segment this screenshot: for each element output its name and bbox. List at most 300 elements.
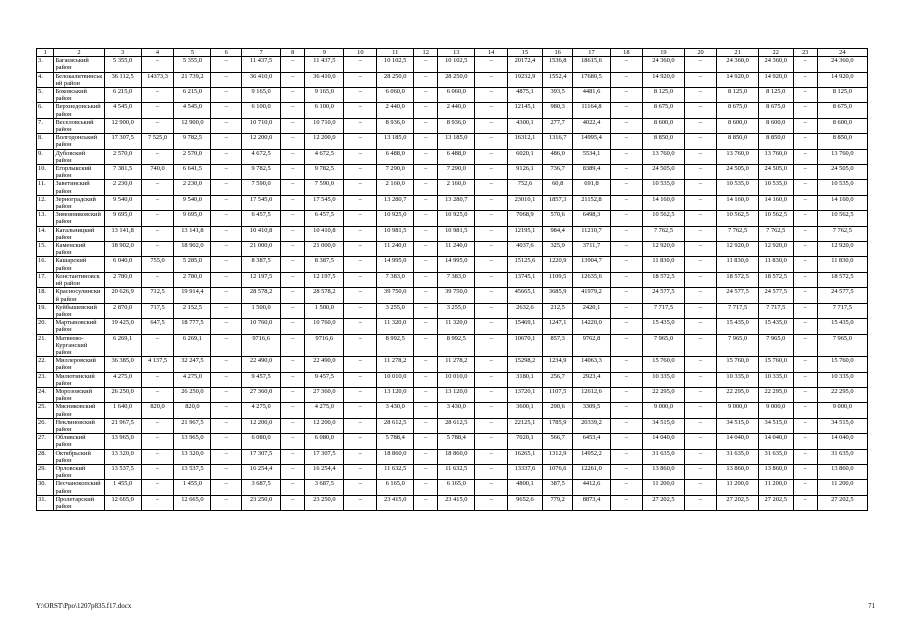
- value-cell: 36 410,0: [241, 72, 280, 87]
- value-cell: 36 410,0: [305, 72, 344, 87]
- value-cell: 12 900,0: [104, 118, 141, 133]
- value-cell: 28 578,2: [305, 288, 344, 303]
- value-cell: –: [793, 434, 817, 449]
- table-row: [37, 288, 868, 303]
- value-cell: –: [684, 449, 717, 464]
- value-cell: –: [475, 180, 508, 195]
- value-cell: 14373,3: [141, 72, 174, 87]
- value-cell: 6 060,0: [438, 88, 475, 103]
- value-cell: 28 612,5: [438, 418, 475, 433]
- value-cell: 6 215,0: [104, 88, 141, 103]
- row-number-cell: 31.: [37, 495, 54, 510]
- value-cell: –: [684, 149, 717, 164]
- value-cell: –: [211, 180, 242, 195]
- value-cell: –: [610, 195, 643, 210]
- value-cell: –: [684, 134, 717, 149]
- value-cell: –: [684, 464, 717, 479]
- district-name-cell: Матвеево-Курганский район: [54, 334, 104, 357]
- value-cell: –: [684, 72, 717, 87]
- value-cell: 14063,3: [573, 357, 610, 372]
- column-number-cell: 17: [573, 49, 610, 57]
- value-cell: 1 640,0: [104, 403, 141, 418]
- value-cell: 779,2: [542, 495, 573, 510]
- value-cell: 13720,1: [508, 387, 543, 402]
- value-cell: 12635,6: [573, 272, 610, 287]
- value-cell: 4022,4: [573, 118, 610, 133]
- value-cell: –: [211, 319, 242, 334]
- value-cell: 20 626,9: [104, 288, 141, 303]
- value-cell: 1076,6: [542, 464, 573, 479]
- value-cell: 15469,1: [508, 319, 543, 334]
- row-number-cell: 21.: [37, 334, 54, 357]
- value-cell: –: [684, 88, 717, 103]
- value-cell: –: [344, 495, 377, 510]
- value-cell: 10 760,0: [305, 319, 344, 334]
- column-number-cell: 19: [643, 49, 684, 57]
- value-cell: 6 100,0: [241, 103, 280, 118]
- district-name-cell: Багаєвський район: [54, 57, 104, 72]
- value-cell: –: [414, 118, 438, 133]
- value-cell: 13 280,7: [377, 195, 414, 210]
- value-cell: –: [475, 242, 508, 257]
- value-cell: 17680,5: [573, 72, 610, 87]
- value-cell: 736,7: [542, 165, 573, 180]
- value-cell: 10 981,5: [438, 226, 475, 241]
- value-cell: –: [414, 57, 438, 72]
- value-cell: 752,6: [508, 180, 543, 195]
- value-cell: 13745,1: [508, 272, 543, 287]
- value-cell: 2923,4: [573, 372, 610, 387]
- value-cell: 10 535,0: [643, 180, 684, 195]
- value-cell: 9 782,5: [305, 165, 344, 180]
- value-cell: 26 250,0: [104, 387, 141, 402]
- value-cell: –: [141, 180, 174, 195]
- value-cell: 15 435,0: [758, 319, 793, 334]
- value-cell: –: [684, 480, 717, 495]
- value-cell: 11 278,2: [438, 357, 475, 372]
- value-cell: –: [141, 372, 174, 387]
- value-cell: 13 760,0: [717, 149, 758, 164]
- value-cell: 6 040,0: [104, 257, 141, 272]
- column-number-cell: 4: [141, 49, 174, 57]
- value-cell: –: [684, 242, 717, 257]
- value-cell: 6 060,0: [377, 88, 414, 103]
- value-cell: 12 197,5: [241, 272, 280, 287]
- value-cell: 6498,3: [573, 211, 610, 226]
- value-cell: 14 160,0: [643, 195, 684, 210]
- value-cell: 24 505,0: [643, 165, 684, 180]
- value-cell: 22 295,0: [643, 387, 684, 402]
- table-row: [37, 72, 868, 87]
- value-cell: 5 355,0: [104, 57, 141, 72]
- value-cell: 11 200,0: [643, 480, 684, 495]
- value-cell: –: [211, 434, 242, 449]
- value-cell: 11 830,0: [643, 257, 684, 272]
- value-cell: –: [211, 226, 242, 241]
- value-cell: –: [610, 357, 643, 372]
- value-cell: –: [211, 480, 242, 495]
- value-cell: 13 965,0: [104, 434, 141, 449]
- value-cell: 4 672,5: [305, 149, 344, 164]
- value-cell: 277,7: [542, 118, 573, 133]
- value-cell: 9 695,0: [174, 211, 211, 226]
- column-number-cell: 18: [610, 49, 643, 57]
- value-cell: 23010,1: [508, 195, 543, 210]
- value-cell: 13 537,5: [174, 464, 211, 479]
- value-cell: –: [141, 434, 174, 449]
- value-cell: 10 335,0: [817, 372, 867, 387]
- value-cell: –: [610, 403, 643, 418]
- value-cell: –: [281, 149, 305, 164]
- row-number-cell: 13.: [37, 211, 54, 226]
- value-cell: 3309,5: [573, 403, 610, 418]
- value-cell: 7 383,0: [377, 272, 414, 287]
- value-cell: 857,3: [542, 334, 573, 357]
- value-cell: –: [414, 134, 438, 149]
- value-cell: 8 600,0: [817, 118, 867, 133]
- value-cell: 10 710,0: [241, 118, 280, 133]
- row-number-cell: 10.: [37, 165, 54, 180]
- value-cell: –: [344, 57, 377, 72]
- value-cell: 36 385,0: [104, 357, 141, 372]
- value-cell: –: [344, 480, 377, 495]
- value-cell: –: [344, 334, 377, 357]
- column-number-cell: 23: [793, 49, 817, 57]
- district-name-cell: Волгодонський район: [54, 134, 104, 149]
- value-cell: –: [281, 319, 305, 334]
- value-cell: 17 545,0: [305, 195, 344, 210]
- value-cell: 22 295,0: [717, 387, 758, 402]
- value-cell: 984,4: [542, 226, 573, 241]
- column-number-cell: 20: [684, 49, 717, 57]
- value-cell: –: [475, 495, 508, 510]
- row-number-cell: 3.: [37, 57, 54, 72]
- value-cell: –: [610, 149, 643, 164]
- value-cell: 21152,8: [573, 195, 610, 210]
- value-cell: 24 577,5: [758, 288, 793, 303]
- value-cell: 10 335,0: [643, 372, 684, 387]
- value-cell: 8 125,0: [758, 88, 793, 103]
- row-number-cell: 25.: [37, 403, 54, 418]
- column-number-cell: 21: [717, 49, 758, 57]
- column-number-cell: 12: [414, 49, 438, 57]
- value-cell: 8 992,5: [377, 334, 414, 357]
- value-cell: 1 455,0: [104, 480, 141, 495]
- value-cell: 28 250,0: [377, 72, 414, 87]
- value-cell: 11 830,0: [817, 257, 867, 272]
- value-cell: –: [610, 288, 643, 303]
- value-cell: –: [475, 357, 508, 372]
- value-cell: 7 590,0: [241, 180, 280, 195]
- value-cell: –: [414, 103, 438, 118]
- value-cell: 7 590,0: [305, 180, 344, 195]
- table-row: [37, 480, 868, 495]
- value-cell: –: [211, 495, 242, 510]
- value-cell: 1 500,0: [241, 303, 280, 318]
- value-cell: 14 920,0: [817, 72, 867, 87]
- value-cell: 1220,9: [542, 257, 573, 272]
- value-cell: 12145,1: [508, 103, 543, 118]
- value-cell: 7 381,5: [104, 165, 141, 180]
- table-row: [37, 403, 868, 418]
- value-cell: –: [141, 149, 174, 164]
- district-name-cell: Заветинский район: [54, 180, 104, 195]
- value-cell: –: [344, 464, 377, 479]
- column-number-cell: 22: [758, 49, 793, 57]
- value-cell: 9716,6: [241, 334, 280, 357]
- value-cell: 8 675,0: [758, 103, 793, 118]
- value-cell: 12 665,0: [104, 495, 141, 510]
- row-number-cell: 30.: [37, 480, 54, 495]
- document-table-area: [36, 48, 868, 511]
- value-cell: –: [793, 180, 817, 195]
- column-number-cell: 3: [104, 49, 141, 57]
- value-cell: –: [344, 434, 377, 449]
- district-name-cell: Милютинский район: [54, 372, 104, 387]
- value-cell: –: [141, 88, 174, 103]
- value-cell: 325,9: [542, 242, 573, 257]
- value-cell: –: [414, 272, 438, 287]
- value-cell: 18 860,0: [438, 449, 475, 464]
- value-cell: –: [281, 480, 305, 495]
- value-cell: 15 760,0: [817, 357, 867, 372]
- value-cell: –: [475, 257, 508, 272]
- value-cell: 9 540,0: [174, 195, 211, 210]
- value-cell: 31 635,0: [717, 449, 758, 464]
- value-cell: 22 295,0: [817, 387, 867, 402]
- value-cell: 24 360,0: [758, 57, 793, 72]
- value-cell: –: [610, 88, 643, 103]
- value-cell: 7068,9: [508, 211, 543, 226]
- value-cell: 10 535,0: [758, 180, 793, 195]
- value-cell: –: [211, 334, 242, 357]
- value-cell: –: [793, 495, 817, 510]
- value-cell: –: [610, 226, 643, 241]
- district-name-cell: Песчанокопский район: [54, 480, 104, 495]
- value-cell: –: [610, 480, 643, 495]
- table-row: [37, 272, 868, 287]
- value-cell: –: [141, 272, 174, 287]
- value-cell: 3 255,0: [377, 303, 414, 318]
- value-cell: –: [344, 403, 377, 418]
- value-cell: 11 200,0: [717, 480, 758, 495]
- value-cell: –: [281, 165, 305, 180]
- table-row: [37, 303, 868, 318]
- value-cell: –: [793, 72, 817, 87]
- value-cell: –: [281, 334, 305, 357]
- value-cell: 14 920,0: [643, 72, 684, 87]
- value-cell: –: [793, 480, 817, 495]
- table-row: [37, 319, 868, 334]
- value-cell: 18 777,5: [174, 319, 211, 334]
- value-cell: 7020,1: [508, 434, 543, 449]
- value-cell: 15 435,0: [643, 319, 684, 334]
- value-cell: 13 120,0: [377, 387, 414, 402]
- value-cell: 9 000,0: [758, 403, 793, 418]
- value-cell: –: [281, 57, 305, 72]
- value-cell: –: [475, 134, 508, 149]
- row-number-cell: 29.: [37, 464, 54, 479]
- value-cell: 15 760,0: [717, 357, 758, 372]
- value-cell: 28 578,2: [241, 288, 280, 303]
- value-cell: –: [281, 288, 305, 303]
- value-cell: –: [141, 57, 174, 72]
- value-cell: –: [793, 103, 817, 118]
- value-cell: –: [793, 418, 817, 433]
- value-cell: 1 500,0: [305, 303, 344, 318]
- value-cell: –: [344, 242, 377, 257]
- value-cell: 10 562,5: [717, 211, 758, 226]
- value-cell: 31 635,0: [758, 449, 793, 464]
- value-cell: 17 307,5: [104, 134, 141, 149]
- value-cell: 393,5: [542, 88, 573, 103]
- value-cell: –: [281, 464, 305, 479]
- value-cell: –: [793, 257, 817, 272]
- value-cell: 2 780,0: [104, 272, 141, 287]
- value-cell: 27 360,0: [305, 387, 344, 402]
- value-cell: 6 488,0: [377, 149, 414, 164]
- value-cell: 8 850,0: [643, 134, 684, 149]
- value-cell: 31 635,0: [643, 449, 684, 464]
- value-cell: –: [414, 464, 438, 479]
- value-cell: 20339,2: [573, 418, 610, 433]
- value-cell: –: [141, 449, 174, 464]
- value-cell: –: [211, 387, 242, 402]
- row-number-cell: 11.: [37, 180, 54, 195]
- value-cell: –: [141, 211, 174, 226]
- value-cell: 8 675,0: [643, 103, 684, 118]
- district-name-cell: Мартыновский район: [54, 319, 104, 334]
- value-cell: 13 760,0: [817, 149, 867, 164]
- column-number-cell: 9: [305, 49, 344, 57]
- value-cell: –: [344, 165, 377, 180]
- value-cell: –: [281, 242, 305, 257]
- value-cell: 647,5: [141, 319, 174, 334]
- value-cell: 820,0: [174, 403, 211, 418]
- table-row: [37, 211, 868, 226]
- value-cell: –: [475, 434, 508, 449]
- value-cell: –: [610, 103, 643, 118]
- value-cell: –: [610, 495, 643, 510]
- value-cell: 10 710,0: [305, 118, 344, 133]
- value-cell: –: [610, 257, 643, 272]
- value-cell: 18 572,5: [817, 272, 867, 287]
- value-cell: 7 762,5: [758, 226, 793, 241]
- value-cell: –: [344, 449, 377, 464]
- value-cell: 6 215,0: [174, 88, 211, 103]
- value-cell: 2420,1: [573, 303, 610, 318]
- value-cell: 22 490,0: [241, 357, 280, 372]
- value-cell: 11 240,0: [438, 242, 475, 257]
- value-cell: –: [475, 103, 508, 118]
- value-cell: 1 455,0: [174, 480, 211, 495]
- value-cell: 387,5: [542, 480, 573, 495]
- value-cell: 13 141,8: [174, 226, 211, 241]
- value-cell: 712,5: [141, 288, 174, 303]
- value-cell: 16 254,4: [241, 464, 280, 479]
- value-cell: –: [281, 303, 305, 318]
- value-cell: –: [475, 149, 508, 164]
- value-cell: 740,0: [141, 165, 174, 180]
- value-cell: –: [211, 88, 242, 103]
- district-name-cell: Белокалитвинський район: [55, 72, 103, 87]
- value-cell: –: [344, 319, 377, 334]
- value-cell: 15 435,0: [717, 319, 758, 334]
- value-cell: –: [344, 72, 377, 87]
- row-number-cell: 17.: [37, 272, 54, 287]
- value-cell: 12612,6: [573, 387, 610, 402]
- value-cell: 7 290,0: [438, 165, 475, 180]
- row-number-cell: 28.: [37, 449, 54, 464]
- value-cell: 13 280,7: [438, 195, 475, 210]
- value-cell: 13 860,0: [758, 464, 793, 479]
- value-cell: 755,0: [141, 257, 174, 272]
- table-body: [37, 49, 868, 511]
- value-cell: 980,3: [542, 103, 573, 118]
- value-cell: –: [281, 434, 305, 449]
- value-cell: 11 200,0: [817, 480, 867, 495]
- value-cell: 14 920,0: [758, 72, 793, 87]
- column-number-cell: 6: [211, 49, 242, 57]
- value-cell: –: [475, 211, 508, 226]
- value-cell: 8 936,0: [377, 118, 414, 133]
- value-cell: –: [475, 72, 508, 87]
- value-cell: 6 165,0: [438, 480, 475, 495]
- value-cell: 212,5: [542, 303, 573, 318]
- value-cell: –: [211, 272, 242, 287]
- value-cell: 23 415,0: [438, 495, 475, 510]
- value-cell: 24 577,5: [817, 288, 867, 303]
- row-number-cell: 8.: [37, 134, 54, 149]
- value-cell: –: [475, 195, 508, 210]
- value-cell: 12 920,0: [643, 242, 684, 257]
- value-cell: 10 010,0: [377, 372, 414, 387]
- value-cell: 12 920,0: [817, 242, 867, 257]
- value-cell: 10 335,0: [758, 372, 793, 387]
- value-cell: –: [414, 149, 438, 164]
- value-cell: 9 000,0: [717, 403, 758, 418]
- value-cell: –: [344, 257, 377, 272]
- value-cell: 10 562,5: [817, 211, 867, 226]
- value-cell: –: [610, 211, 643, 226]
- row-number-cell: 16.: [37, 257, 54, 272]
- value-cell: –: [793, 57, 817, 72]
- table-row: [37, 242, 868, 257]
- value-cell: –: [211, 449, 242, 464]
- value-cell: 24 505,0: [817, 165, 867, 180]
- value-cell: –: [141, 226, 174, 241]
- value-cell: 39 750,0: [438, 288, 475, 303]
- value-cell: 7 965,0: [758, 334, 793, 357]
- value-cell: 45665,1: [508, 288, 543, 303]
- value-cell: 14 995,0: [438, 257, 475, 272]
- value-cell: 14952,2: [573, 449, 610, 464]
- value-cell: –: [475, 272, 508, 287]
- value-cell: 7 762,5: [643, 226, 684, 241]
- value-cell: –: [475, 319, 508, 334]
- value-cell: –: [475, 464, 508, 479]
- value-cell: –: [684, 334, 717, 357]
- value-cell: 4 275,0: [305, 403, 344, 418]
- value-cell: 13 760,0: [643, 149, 684, 164]
- value-cell: 8 992,5: [438, 334, 475, 357]
- value-cell: –: [141, 242, 174, 257]
- value-cell: 10 925,0: [438, 211, 475, 226]
- value-cell: 2 160,0: [377, 180, 414, 195]
- table-row: [37, 257, 868, 272]
- value-cell: 14 040,0: [717, 434, 758, 449]
- table-row: [37, 118, 868, 133]
